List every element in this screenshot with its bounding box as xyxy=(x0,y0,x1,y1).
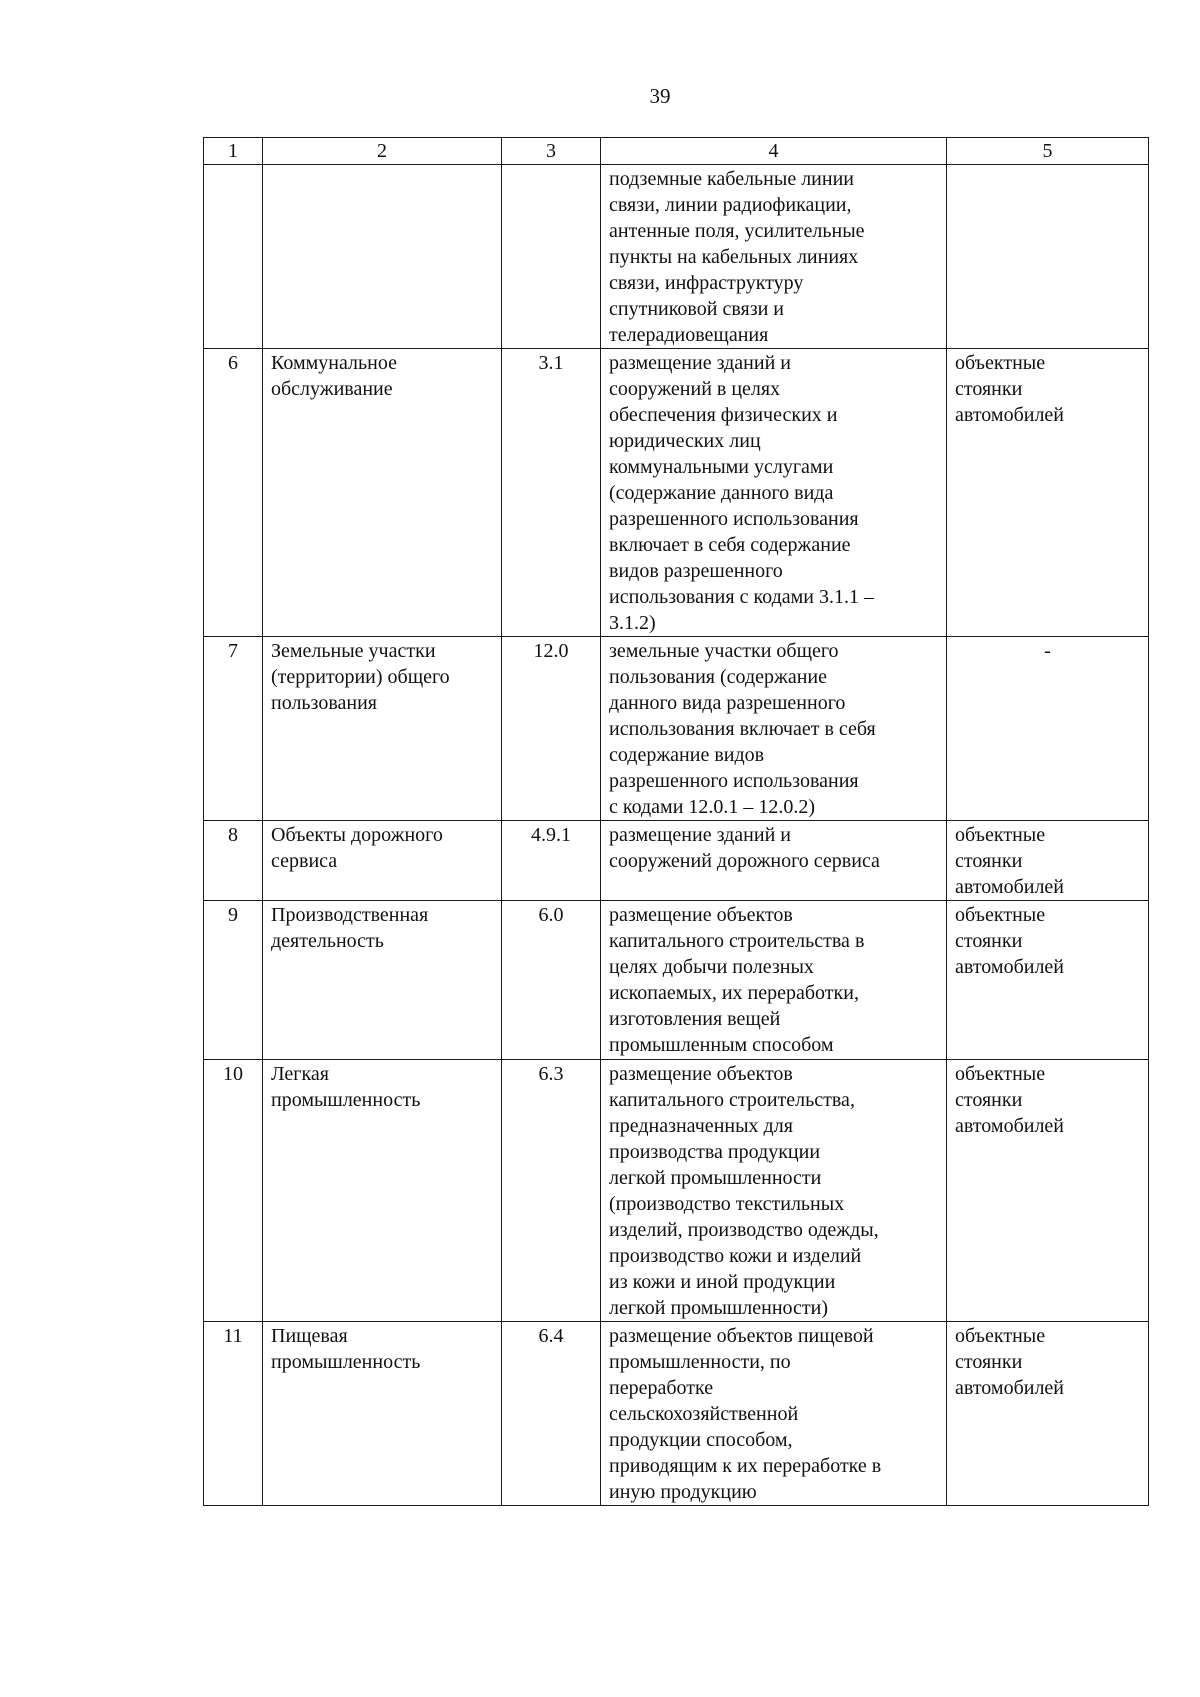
use-type-name xyxy=(263,901,502,1060)
use-type-description-line: использования включает в себя xyxy=(609,718,876,740)
auxiliary-use xyxy=(947,821,1149,901)
use-type-description-line: переработке xyxy=(609,1377,714,1399)
use-type-description-line: данного вида разрешенного xyxy=(609,692,846,714)
auxiliary-use-line: автомобилей xyxy=(955,404,1065,426)
use-type-description-line: пользования (содержание xyxy=(609,666,827,688)
column-header-1: 1 xyxy=(204,138,263,165)
use-type-name-line: Коммунальное xyxy=(271,352,397,374)
use-type-description-line: включает в себя содержание xyxy=(609,534,851,556)
column-header-2: 2 xyxy=(263,138,502,165)
use-type-description-line: с кодами 12.0.1 – 12.0.2) xyxy=(609,796,816,818)
auxiliary-use-line: стоянки xyxy=(955,850,1023,872)
use-type-description-line: сельскохозяйственной xyxy=(609,1403,799,1425)
auxiliary-use-line: стоянки xyxy=(955,1351,1023,1373)
use-type-description-line: 3.1.2) xyxy=(609,612,656,634)
use-type-description-line: ископаемых, их переработки, xyxy=(609,982,859,1004)
table-row xyxy=(204,1060,1149,1322)
use-type-description xyxy=(601,637,947,821)
use-type-description-line: пункты на кабельных линиях xyxy=(609,246,859,268)
row-number xyxy=(204,165,263,349)
use-type-description-line: легкой промышленности xyxy=(609,1167,822,1189)
use-type-name xyxy=(263,637,502,821)
auxiliary-use-line: объектные xyxy=(955,352,1046,374)
use-type-description-line: из кожи и иной продукции xyxy=(609,1271,836,1293)
land-use-table xyxy=(203,137,1149,1506)
use-type-description-line: антенные поля, усилительные xyxy=(609,220,865,242)
use-type-description-line: капитального строительства, xyxy=(609,1089,855,1111)
use-type-description-line: обеспечения физических и xyxy=(609,404,838,426)
table-row xyxy=(204,637,1149,821)
use-type-name-line: Производственная xyxy=(271,904,429,926)
use-type-name-line: Пищевая xyxy=(271,1325,348,1347)
auxiliary-use xyxy=(947,165,1149,349)
use-type-description-line: размещение объектов пищевой xyxy=(609,1325,874,1347)
use-type-description-line: иную продукцию xyxy=(609,1481,757,1503)
use-type-description-line: разрешенного использования xyxy=(609,508,859,530)
auxiliary-use-line: стоянки xyxy=(955,378,1023,400)
use-type-code: 6.3 xyxy=(502,1060,601,1322)
auxiliary-use xyxy=(947,1322,1149,1506)
use-type-name-line: Объекты дорожного xyxy=(271,824,443,846)
use-type-name xyxy=(263,165,502,349)
auxiliary-use-line: объектные xyxy=(955,824,1046,846)
table-row xyxy=(204,349,1149,637)
use-type-code: 6.0 xyxy=(502,901,601,1060)
row-number: 9 xyxy=(204,901,263,1060)
column-header-4: 4 xyxy=(601,138,947,165)
use-type-name-line: деятельность xyxy=(271,930,384,952)
use-type-description-line: коммунальными услугами xyxy=(609,456,834,478)
use-type-description-line: промышленности, по xyxy=(609,1351,791,1373)
use-type-name-line: Земельные участки xyxy=(271,640,436,662)
use-type-code: 3.1 xyxy=(502,349,601,637)
table-row xyxy=(204,821,1149,901)
use-type-code: 12.0 xyxy=(502,637,601,821)
column-header-5: 5 xyxy=(947,138,1149,165)
auxiliary-use-line: объектные xyxy=(955,904,1046,926)
use-type-code: 4.9.1 xyxy=(502,821,601,901)
column-header-3: 3 xyxy=(502,138,601,165)
use-type-name-line: пользования xyxy=(271,692,377,714)
use-type-description-line: легкой промышленности) xyxy=(609,1297,829,1319)
use-type-description-line: сооружений дорожного сервиса xyxy=(609,850,880,872)
use-type-description-line: предназначенных для xyxy=(609,1115,793,1137)
row-number: 6 xyxy=(204,349,263,637)
use-type-description-line: разрешенного использования xyxy=(609,770,859,792)
use-type-code: 6.4 xyxy=(502,1322,601,1506)
use-type-description-line: промышленным способом xyxy=(609,1034,834,1056)
use-type-description-line: размещение объектов xyxy=(609,904,793,926)
table-header-row xyxy=(204,138,1149,165)
use-type-name xyxy=(263,1322,502,1506)
use-type-description-line: продукции способом, xyxy=(609,1429,793,1451)
use-type-name-line: обслуживание xyxy=(271,378,393,400)
use-type-description-line: размещение зданий и xyxy=(609,352,791,374)
table-row xyxy=(204,165,1149,349)
use-type-description-line: связи, инфраструктуру xyxy=(609,272,804,294)
use-type-description xyxy=(601,349,947,637)
use-type-description-line: (содержание данного вида xyxy=(609,482,834,504)
use-type-description-line: размещение объектов xyxy=(609,1063,793,1085)
row-number: 7 xyxy=(204,637,263,821)
use-type-description-line: капитального строительства в xyxy=(609,930,865,952)
use-type-name-line: (территории) общего xyxy=(271,666,450,688)
use-type-name xyxy=(263,821,502,901)
auxiliary-use-line: объектные xyxy=(955,1325,1046,1347)
use-type-description-line: использования с кодами 3.1.1 – xyxy=(609,586,874,608)
use-type-description-line: видов разрешенного xyxy=(609,560,783,582)
use-type-description-line: земельные участки общего xyxy=(609,640,839,662)
use-type-code xyxy=(502,165,601,349)
use-type-description-line: связи, линии радиофикации, xyxy=(609,194,852,216)
auxiliary-use-line: стоянки xyxy=(955,1089,1023,1111)
use-type-description-line: производства продукции xyxy=(609,1141,821,1163)
use-type-description-line: размещение зданий и xyxy=(609,824,791,846)
use-type-name xyxy=(263,1060,502,1322)
use-type-description-line: сооружений в целях xyxy=(609,378,781,400)
use-type-description-line: юридических лиц xyxy=(609,430,761,452)
table-body xyxy=(204,165,1149,1506)
use-type-description-line: подземные кабельные линии xyxy=(609,168,854,190)
use-type-description xyxy=(601,901,947,1060)
use-type-description-line: изготовления вещей xyxy=(609,1008,781,1030)
use-type-name xyxy=(263,349,502,637)
row-number: 10 xyxy=(204,1060,263,1322)
auxiliary-use xyxy=(947,1060,1149,1322)
use-type-description-line: изделий, производство одежды, xyxy=(609,1219,879,1241)
use-type-name-line: промышленность xyxy=(271,1089,421,1111)
table-row xyxy=(204,901,1149,1060)
use-type-name-line: Легкая xyxy=(271,1063,329,1085)
auxiliary-use xyxy=(947,349,1149,637)
row-number: 8 xyxy=(204,821,263,901)
auxiliary-use-line: объектные xyxy=(955,1063,1046,1085)
use-type-description-line: телерадиовещания xyxy=(609,324,769,346)
use-type-name-line: сервиса xyxy=(271,850,338,872)
use-type-description-line: производство кожи и изделий xyxy=(609,1245,862,1267)
use-type-description-line: приводящим к их переработке в xyxy=(609,1455,882,1477)
use-type-description-line: содержание видов xyxy=(609,744,765,766)
auxiliary-use xyxy=(947,901,1149,1060)
auxiliary-use xyxy=(947,637,1149,821)
use-type-description-line: целях добычи полезных xyxy=(609,956,814,978)
use-type-description xyxy=(601,1322,947,1506)
auxiliary-use-line: стоянки xyxy=(955,930,1023,952)
auxiliary-use-line: автомобилей xyxy=(955,1115,1065,1137)
use-type-name-line: промышленность xyxy=(271,1351,421,1373)
auxiliary-use-line: автомобилей xyxy=(955,876,1065,898)
auxiliary-use-line: - xyxy=(1044,640,1051,662)
use-type-description xyxy=(601,165,947,349)
use-type-description-line: спутниковой связи и xyxy=(609,298,784,320)
auxiliary-use-line: автомобилей xyxy=(955,1377,1065,1399)
use-type-description-line: (производство текстильных xyxy=(609,1193,845,1215)
page-number: 39 xyxy=(649,84,671,108)
use-type-description xyxy=(601,821,947,901)
table-row xyxy=(204,1322,1149,1506)
auxiliary-use-line: автомобилей xyxy=(955,956,1065,978)
use-type-description xyxy=(601,1060,947,1322)
row-number: 11 xyxy=(204,1322,263,1506)
